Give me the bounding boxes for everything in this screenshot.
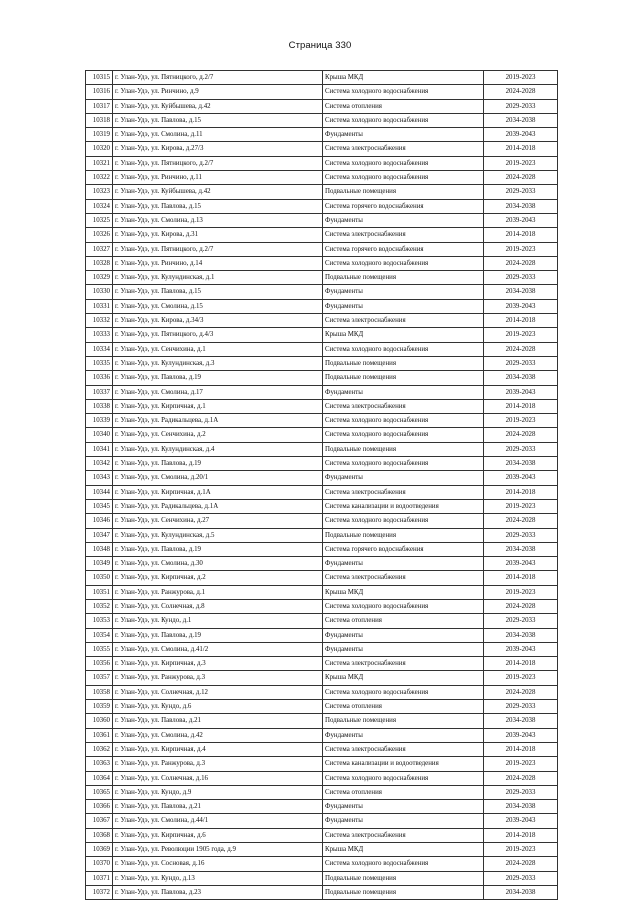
- system-cell: Подвальные помещения: [323, 356, 484, 370]
- table-row: [86, 213, 558, 227]
- address-cell: г. Улан-Удэ, ул. Смолина, д.30: [113, 557, 323, 571]
- system-cell: Система горячего водоснабжения: [323, 199, 484, 213]
- address-cell: г. Улан-Удэ, ул. Сенчихина, д.1: [113, 342, 323, 356]
- period-cell: 2019-2023: [484, 499, 558, 513]
- period-cell: 2039-2043: [484, 299, 558, 313]
- system-cell: Система холодного водоснабжения: [323, 599, 484, 613]
- address-cell: г. Улан-Удэ, ул. Смолина, д.17: [113, 385, 323, 399]
- table-row: [86, 99, 558, 113]
- system-cell: Подвальные помещения: [323, 442, 484, 456]
- table-row: [86, 700, 558, 714]
- address-cell: г. Улан-Удэ, ул. Куйбышева, д.42: [113, 99, 323, 113]
- system-cell: Система электроснабжения: [323, 485, 484, 499]
- row-number: 10353: [86, 614, 113, 628]
- table-row: [86, 199, 558, 213]
- period-cell: 2024-2028: [484, 171, 558, 185]
- system-cell: Подвальные помещения: [323, 885, 484, 899]
- table-row: [86, 285, 558, 299]
- row-number: 10367: [86, 814, 113, 828]
- address-cell: г. Улан-Удэ, ул. Павлова, д.19: [113, 457, 323, 471]
- system-cell: Фундаменты: [323, 628, 484, 642]
- address-cell: г. Улан-Удэ, ул. Ранжурова, д.3: [113, 757, 323, 771]
- system-cell: Фундаменты: [323, 285, 484, 299]
- address-cell: г. Улан-Удэ, ул. Сосновая, д.16: [113, 857, 323, 871]
- table-row: [86, 485, 558, 499]
- table-row: [86, 757, 558, 771]
- system-cell: Крыша МКД: [323, 671, 484, 685]
- row-number: 10340: [86, 428, 113, 442]
- system-cell: Система холодного водоснабжения: [323, 771, 484, 785]
- table-row: [86, 685, 558, 699]
- row-number: 10318: [86, 113, 113, 127]
- row-number: 10370: [86, 857, 113, 871]
- address-cell: г. Улан-Удэ, ул. Кундо, д.13: [113, 871, 323, 885]
- row-number: 10347: [86, 528, 113, 542]
- row-number: 10339: [86, 414, 113, 428]
- row-number: 10344: [86, 485, 113, 499]
- row-number: 10351: [86, 585, 113, 599]
- period-cell: 2014-2018: [484, 314, 558, 328]
- row-number: 10372: [86, 885, 113, 899]
- table-row: [86, 542, 558, 556]
- address-cell: г. Улан-Удэ, ул. Кирова, д.34/3: [113, 314, 323, 328]
- table-row: [86, 385, 558, 399]
- table-row: [86, 156, 558, 170]
- period-cell: 2019-2023: [484, 71, 558, 85]
- address-cell: г. Улан-Удэ, ул. Радикальцева, д.1А: [113, 414, 323, 428]
- period-cell: 2039-2043: [484, 642, 558, 656]
- system-cell: Система холодного водоснабжения: [323, 342, 484, 356]
- row-number: 10358: [86, 685, 113, 699]
- table-row: [86, 242, 558, 256]
- period-cell: 2034-2038: [484, 800, 558, 814]
- address-cell: г. Улан-Удэ, ул. Кирова, д.31: [113, 228, 323, 242]
- address-cell: г. Улан-Удэ, ул. Кирпичная, д.6: [113, 828, 323, 842]
- address-cell: г. Улан-Удэ, ул. Ринчино, д.14: [113, 256, 323, 270]
- system-cell: Подвальные помещения: [323, 871, 484, 885]
- period-cell: 2024-2028: [484, 514, 558, 528]
- row-number: 10321: [86, 156, 113, 170]
- address-cell: г. Улан-Удэ, ул. Павлова, д.19: [113, 628, 323, 642]
- row-number: 10369: [86, 843, 113, 857]
- table-row: [86, 814, 558, 828]
- row-number: 10319: [86, 128, 113, 142]
- address-cell: г. Улан-Удэ, ул. Куйбышева, д.42: [113, 185, 323, 199]
- address-cell: г. Улан-Удэ, ул. Смолина, д.44/1: [113, 814, 323, 828]
- system-cell: Подвальные помещения: [323, 714, 484, 728]
- address-cell: г. Улан-Удэ, ул. Смолина, д.41/2: [113, 642, 323, 656]
- system-cell: Система холодного водоснабжения: [323, 113, 484, 127]
- system-cell: Система холодного водоснабжения: [323, 457, 484, 471]
- table-row: [86, 314, 558, 328]
- row-number: 10361: [86, 728, 113, 742]
- system-cell: Система отопления: [323, 700, 484, 714]
- table-row: [86, 399, 558, 413]
- period-cell: 2029-2033: [484, 785, 558, 799]
- row-number: 10325: [86, 213, 113, 227]
- address-cell: г. Улан-Удэ, ул. Пятницкого, д.4/3: [113, 328, 323, 342]
- system-cell: Система электроснабжения: [323, 399, 484, 413]
- system-cell: Система канализации и водоотведения: [323, 757, 484, 771]
- system-cell: Подвальные помещения: [323, 271, 484, 285]
- row-number: 10336: [86, 371, 113, 385]
- address-cell: г. Улан-Удэ, ул. Павлова, д.21: [113, 800, 323, 814]
- row-number: 10343: [86, 471, 113, 485]
- system-cell: Система холодного водоснабжения: [323, 514, 484, 528]
- period-cell: 2019-2023: [484, 843, 558, 857]
- system-cell: Система отопления: [323, 99, 484, 113]
- table-row: [86, 771, 558, 785]
- system-cell: Фундаменты: [323, 800, 484, 814]
- system-cell: Фундаменты: [323, 385, 484, 399]
- address-cell: г. Улан-Удэ, ул. Смолина, д.42: [113, 728, 323, 742]
- table-row: [86, 71, 558, 85]
- table-row: [86, 742, 558, 756]
- address-cell: г. Улан-Удэ, ул. Ринчино, д.11: [113, 171, 323, 185]
- period-cell: 2029-2033: [484, 700, 558, 714]
- table-row: [86, 171, 558, 185]
- row-number: 10363: [86, 757, 113, 771]
- period-cell: 2029-2033: [484, 528, 558, 542]
- period-cell: 2039-2043: [484, 728, 558, 742]
- table-row: [86, 557, 558, 571]
- row-number: 10334: [86, 342, 113, 356]
- address-cell: г. Улан-Удэ, ул. Кулундинская, д.1: [113, 271, 323, 285]
- period-cell: 2034-2038: [484, 371, 558, 385]
- row-number: 10341: [86, 442, 113, 456]
- table-row: [86, 885, 558, 899]
- period-cell: 2019-2023: [484, 156, 558, 170]
- period-cell: 2034-2038: [484, 285, 558, 299]
- period-cell: 2019-2023: [484, 757, 558, 771]
- row-number: 10315: [86, 71, 113, 85]
- row-number: 10320: [86, 142, 113, 156]
- row-number: 10357: [86, 671, 113, 685]
- row-number: 10335: [86, 356, 113, 370]
- period-cell: 2019-2023: [484, 414, 558, 428]
- period-cell: 2034-2038: [484, 714, 558, 728]
- row-number: 10345: [86, 499, 113, 513]
- period-cell: 2034-2038: [484, 113, 558, 127]
- period-cell: 2034-2038: [484, 542, 558, 556]
- row-number: 10352: [86, 599, 113, 613]
- period-cell: 2024-2028: [484, 342, 558, 356]
- system-cell: Фундаменты: [323, 814, 484, 828]
- row-number: 10368: [86, 828, 113, 842]
- table-row: [86, 271, 558, 285]
- period-cell: 2014-2018: [484, 228, 558, 242]
- system-cell: Система канализации и водоотведения: [323, 499, 484, 513]
- period-cell: 2014-2018: [484, 742, 558, 756]
- period-cell: 2039-2043: [484, 557, 558, 571]
- period-cell: 2029-2033: [484, 871, 558, 885]
- table-row: [86, 113, 558, 127]
- table-row: [86, 585, 558, 599]
- system-cell: Система электроснабжения: [323, 742, 484, 756]
- period-cell: 2039-2043: [484, 814, 558, 828]
- system-cell: Система холодного водоснабжения: [323, 414, 484, 428]
- address-cell: г. Улан-Удэ, ул. Революции 1905 года, д.9: [113, 843, 323, 857]
- period-cell: 2039-2043: [484, 385, 558, 399]
- address-cell: г. Улан-Удэ, ул. Павлова, д.19: [113, 371, 323, 385]
- row-number: 10348: [86, 542, 113, 556]
- period-cell: 2034-2038: [484, 885, 558, 899]
- address-cell: г. Улан-Удэ, ул. Кундо, д.1: [113, 614, 323, 628]
- address-cell: г. Улан-Удэ, ул. Ранжурова, д.3: [113, 671, 323, 685]
- system-cell: Система холодного водоснабжения: [323, 171, 484, 185]
- period-cell: 2029-2033: [484, 356, 558, 370]
- address-cell: г. Улан-Удэ, ул. Пятницкого, д.2/7: [113, 71, 323, 85]
- table-row: [86, 671, 558, 685]
- row-number: 10316: [86, 85, 113, 99]
- row-number: 10364: [86, 771, 113, 785]
- period-cell: 2024-2028: [484, 428, 558, 442]
- address-cell: г. Улан-Удэ, ул. Пятницкого, д.2/7: [113, 156, 323, 170]
- row-number: 10322: [86, 171, 113, 185]
- table-row: [86, 843, 558, 857]
- system-cell: Система холодного водоснабжения: [323, 857, 484, 871]
- system-cell: Фундаменты: [323, 299, 484, 313]
- row-number: 10317: [86, 99, 113, 113]
- table-row: [86, 628, 558, 642]
- address-cell: г. Улан-Удэ, ул. Кирпичная, д.1: [113, 399, 323, 413]
- row-number: 10337: [86, 385, 113, 399]
- table-row: [86, 185, 558, 199]
- table-row: [86, 356, 558, 370]
- system-cell: Крыша МКД: [323, 328, 484, 342]
- address-cell: г. Улан-Удэ, ул. Кулундинская, д.3: [113, 356, 323, 370]
- registry-table: [85, 70, 558, 900]
- table-row: [86, 299, 558, 313]
- period-cell: 2024-2028: [484, 685, 558, 699]
- system-cell: Система электроснабжения: [323, 314, 484, 328]
- period-cell: 2014-2018: [484, 485, 558, 499]
- period-cell: 2029-2033: [484, 271, 558, 285]
- row-number: 10342: [86, 457, 113, 471]
- period-cell: 2029-2033: [484, 614, 558, 628]
- table-row: [86, 342, 558, 356]
- row-number: 10356: [86, 657, 113, 671]
- system-cell: Система холодного водоснабжения: [323, 685, 484, 699]
- period-cell: 2029-2033: [484, 185, 558, 199]
- table-row: [86, 414, 558, 428]
- address-cell: г. Улан-Удэ, ул. Смолина, д.15: [113, 299, 323, 313]
- system-cell: Система горячего водоснабжения: [323, 542, 484, 556]
- address-cell: г. Улан-Удэ, ул. Кундо, д.9: [113, 785, 323, 799]
- row-number: 10323: [86, 185, 113, 199]
- period-cell: 2024-2028: [484, 256, 558, 270]
- system-cell: Подвальные помещения: [323, 185, 484, 199]
- address-cell: г. Улан-Удэ, ул. Смолина, д.11: [113, 128, 323, 142]
- system-cell: Система отопления: [323, 785, 484, 799]
- table-row: [86, 142, 558, 156]
- table-row: [86, 85, 558, 99]
- table-row: [86, 714, 558, 728]
- period-cell: 2014-2018: [484, 657, 558, 671]
- row-number: 10360: [86, 714, 113, 728]
- system-cell: Система холодного водоснабжения: [323, 428, 484, 442]
- address-cell: г. Улан-Удэ, ул. Солнечная, д.16: [113, 771, 323, 785]
- system-cell: Система отопления: [323, 614, 484, 628]
- row-number: 10338: [86, 399, 113, 413]
- row-number: 10333: [86, 328, 113, 342]
- address-cell: г. Улан-Удэ, ул. Ранжурова, д.1: [113, 585, 323, 599]
- table-row: [86, 471, 558, 485]
- address-cell: г. Улан-Удэ, ул. Смолина, д.20/1: [113, 471, 323, 485]
- period-cell: 2039-2043: [484, 471, 558, 485]
- system-cell: Фундаменты: [323, 128, 484, 142]
- table-row: [86, 256, 558, 270]
- period-cell: 2024-2028: [484, 599, 558, 613]
- table-row: [86, 571, 558, 585]
- system-cell: Крыша МКД: [323, 71, 484, 85]
- table-row: [86, 871, 558, 885]
- system-cell: Фундаменты: [323, 642, 484, 656]
- period-cell: 2039-2043: [484, 213, 558, 227]
- system-cell: Фундаменты: [323, 557, 484, 571]
- system-cell: Система холодного водоснабжения: [323, 256, 484, 270]
- period-cell: 2029-2033: [484, 99, 558, 113]
- period-cell: 2019-2023: [484, 671, 558, 685]
- row-number: 10362: [86, 742, 113, 756]
- address-cell: г. Улан-Удэ, ул. Кирпичная, д.3: [113, 657, 323, 671]
- system-cell: Система электроснабжения: [323, 228, 484, 242]
- row-number: 10324: [86, 199, 113, 213]
- system-cell: Крыша МКД: [323, 585, 484, 599]
- table-row: [86, 328, 558, 342]
- row-number: 10332: [86, 314, 113, 328]
- row-number: 10326: [86, 228, 113, 242]
- address-cell: г. Улан-Удэ, ул. Кулундинская, д.4: [113, 442, 323, 456]
- address-cell: г. Улан-Удэ, ул. Кирпичная, д.4: [113, 742, 323, 756]
- row-number: 10365: [86, 785, 113, 799]
- table-row: [86, 514, 558, 528]
- system-cell: Крыша МКД: [323, 843, 484, 857]
- table-row: [86, 457, 558, 471]
- address-cell: г. Улан-Удэ, ул. Павлова, д.23: [113, 885, 323, 899]
- table-row: [86, 128, 558, 142]
- address-cell: г. Улан-Удэ, ул. Павлова, д.21: [113, 714, 323, 728]
- address-cell: г. Улан-Удэ, ул. Сенчихина, д.27: [113, 514, 323, 528]
- system-cell: Система холодного водоснабжения: [323, 85, 484, 99]
- table-row: [86, 428, 558, 442]
- row-number: 10346: [86, 514, 113, 528]
- address-cell: г. Улан-Удэ, ул. Солнечная, д.8: [113, 599, 323, 613]
- table-row: [86, 499, 558, 513]
- period-cell: 2014-2018: [484, 828, 558, 842]
- address-cell: г. Улан-Удэ, ул. Солнечная, д.12: [113, 685, 323, 699]
- system-cell: Система электроснабжения: [323, 828, 484, 842]
- address-cell: г. Улан-Удэ, ул. Радикальцева, д.1А: [113, 499, 323, 513]
- period-cell: 2019-2023: [484, 242, 558, 256]
- table-row: [86, 228, 558, 242]
- page-header: Страница 330: [288, 40, 352, 51]
- system-cell: Система электроснабжения: [323, 142, 484, 156]
- row-number: 10349: [86, 557, 113, 571]
- period-cell: 2024-2028: [484, 857, 558, 871]
- period-cell: 2014-2018: [484, 571, 558, 585]
- address-cell: г. Улан-Удэ, ул. Кундо, д.6: [113, 700, 323, 714]
- registry-table-body: [86, 71, 558, 900]
- address-cell: г. Улан-Удэ, ул. Сенчихина, д.2: [113, 428, 323, 442]
- table-row: [86, 785, 558, 799]
- row-number: 10355: [86, 642, 113, 656]
- system-cell: Фундаменты: [323, 213, 484, 227]
- period-cell: 2029-2033: [484, 442, 558, 456]
- system-cell: Система горячего водоснабжения: [323, 242, 484, 256]
- address-cell: г. Улан-Удэ, ул. Павлова, д.15: [113, 199, 323, 213]
- system-cell: Система холодного водоснабжения: [323, 156, 484, 170]
- address-cell: г. Улан-Удэ, ул. Павлова, д.19: [113, 542, 323, 556]
- table-row: [86, 642, 558, 656]
- table-row: [86, 371, 558, 385]
- table-row: [86, 828, 558, 842]
- table-row: [86, 857, 558, 871]
- table-row: [86, 800, 558, 814]
- row-number: 10330: [86, 285, 113, 299]
- period-cell: 2014-2018: [484, 142, 558, 156]
- period-cell: 2034-2038: [484, 199, 558, 213]
- period-cell: 2039-2043: [484, 128, 558, 142]
- row-number: 10350: [86, 571, 113, 585]
- system-cell: Подвальные помещения: [323, 528, 484, 542]
- table-row: [86, 657, 558, 671]
- table-row: [86, 528, 558, 542]
- table-row: [86, 442, 558, 456]
- period-cell: 2024-2028: [484, 85, 558, 99]
- table-row: [86, 614, 558, 628]
- system-cell: Система электроснабжения: [323, 571, 484, 585]
- period-cell: 2034-2038: [484, 628, 558, 642]
- row-number: 10331: [86, 299, 113, 313]
- row-number: 10359: [86, 700, 113, 714]
- period-cell: 2019-2023: [484, 328, 558, 342]
- table-row: [86, 728, 558, 742]
- system-cell: Фундаменты: [323, 728, 484, 742]
- system-cell: Подвальные помещения: [323, 371, 484, 385]
- row-number: 10354: [86, 628, 113, 642]
- table-row: [86, 599, 558, 613]
- address-cell: г. Улан-Удэ, ул. Ринчино, д.9: [113, 85, 323, 99]
- row-number: 10327: [86, 242, 113, 256]
- period-cell: 2019-2023: [484, 585, 558, 599]
- system-cell: Система электроснабжения: [323, 657, 484, 671]
- row-number: 10328: [86, 256, 113, 270]
- address-cell: г. Улан-Удэ, ул. Кирпичная, д.1А: [113, 485, 323, 499]
- system-cell: Фундаменты: [323, 471, 484, 485]
- row-number: 10366: [86, 800, 113, 814]
- row-number: 10329: [86, 271, 113, 285]
- address-cell: г. Улан-Удэ, ул. Пятницкого, д.2/7: [113, 242, 323, 256]
- address-cell: г. Улан-Удэ, ул. Кирова, д.27/3: [113, 142, 323, 156]
- address-cell: г. Улан-Удэ, ул. Павлова, д.15: [113, 285, 323, 299]
- address-cell: г. Улан-Удэ, ул. Кулундинская, д.5: [113, 528, 323, 542]
- period-cell: 2014-2018: [484, 399, 558, 413]
- address-cell: г. Улан-Удэ, ул. Павлова, д.15: [113, 113, 323, 127]
- address-cell: г. Улан-Удэ, ул. Смолина, д.13: [113, 213, 323, 227]
- period-cell: 2024-2028: [484, 771, 558, 785]
- period-cell: 2034-2038: [484, 457, 558, 471]
- row-number: 10371: [86, 871, 113, 885]
- address-cell: г. Улан-Удэ, ул. Кирпичная, д.2: [113, 571, 323, 585]
